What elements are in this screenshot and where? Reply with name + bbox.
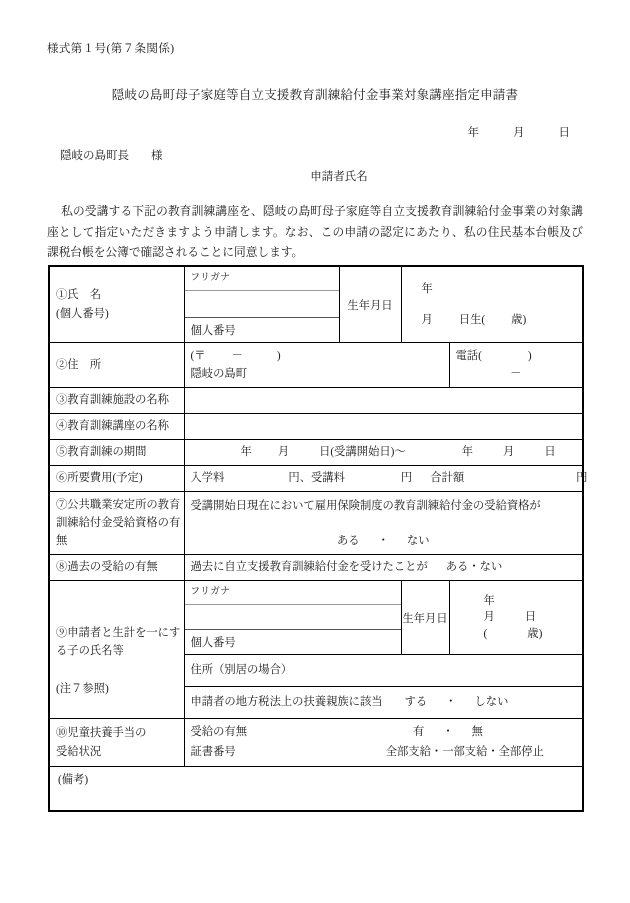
row10-receipt-cell[interactable] [184,719,583,743]
row6-yen3: 円 [576,472,588,484]
row6-label-cell [49,466,184,492]
row1-name-cell [184,266,339,343]
row1-mynumber-label: 個人番号 [185,317,339,342]
row9-dob-month: 月 [483,611,495,624]
row9-address-label: 住所（別居の場合） [190,664,293,676]
row7-text: 受講開始日現在において雇用保険制度の教育訓練給付金の受給資格が [190,499,541,512]
row9-label-line1: ⑨申請者と生計を一にす [56,626,181,639]
row9-dob-day: 日 [524,611,537,624]
row5-start-month: 月 [277,446,290,458]
row2-postal-dash: － [231,350,243,362]
row1-dob-label: 生年月日 [347,299,393,312]
row9-age-open: ( [483,627,488,640]
row9-address-cell[interactable] [184,655,583,687]
row5-end-month: 月 [503,446,515,458]
row10-label-line2: 受給状況 [56,746,102,758]
row9-note: (注７参照) [56,682,109,695]
row9-furigana-label: フリガナ [185,581,401,605]
table-row [49,388,583,414]
row7-choice-separator: ・ [377,534,389,547]
row8-choices[interactable]: ある・ない [445,561,503,573]
addressee [60,147,163,163]
row1-furigana-label: フリガナ [185,267,339,291]
row1-dob-month: 月 [421,313,433,326]
row2-postal-close: ) [276,350,281,362]
table-row [49,343,583,388]
table-row [49,767,583,812]
row7-label-cell [49,492,184,555]
row5-label: ⑤教育訓練の期間 [56,446,147,458]
row7-choice-yes[interactable]: ある [336,534,360,547]
date-line [0,124,582,140]
date-year-label: 年 [467,127,479,139]
row1-dob-year: 年 [421,282,433,295]
row9-dependent-no[interactable]: しない [474,696,509,708]
body-paragraph-text: 私の受講する下記の教育訓練講座を、隠岐の島町母子家庭等自立支援教育訓練給付金事業の対象講座として指定いただきますよう申請します。なお、この申請の認定にあたり、私の住民基本台帳及び課税台帳を公簿で確認されることに同意します。 [47,205,583,259]
row10-label-cell [49,719,184,767]
row9-dependent-yes[interactable]: する [404,696,428,708]
row7-content-cell[interactable] [184,492,583,555]
row6-cost-cell[interactable] [184,466,588,492]
date-day-label: 日 [558,127,570,139]
date-month-label: 月 [513,127,525,139]
row8-text: 過去に自立支援教育訓練給付金を受けたことが [190,561,428,573]
row5-end-day: 日 [544,446,556,458]
row9-dependent-separator: ・ [445,696,457,708]
row2-tel-label: 電話( [455,350,482,362]
row10-receipt-separator: ・ [442,725,454,738]
table-row [49,266,583,343]
row10-receipt-no[interactable]: 無 [471,725,483,738]
row10-receipt-yes[interactable]: 有 [413,725,425,738]
table-row [49,492,583,555]
row5-start-day: 日(受講開始日)～ [319,446,406,458]
row2-tel-dash: － [510,368,522,380]
remarks-label: (備考) [58,774,89,786]
row8-content-cell[interactable] [184,555,583,581]
row7-label-line2: 訓練給付金受給資格の有 [56,517,181,529]
row1-dob-value-cell[interactable] [401,266,583,343]
row7-choice-no[interactable]: ない [406,534,430,547]
remarks-cell[interactable] [49,767,583,812]
row9-dob-value-cell[interactable] [449,581,583,655]
row3-value [185,392,583,410]
row10-payment-status[interactable]: 全部支給・一部支給・全部停止 [385,746,544,759]
row2-address-cell[interactable] [184,343,449,388]
row10-certificate-label: 証書番号 [190,746,236,759]
row9-child-name-input[interactable] [185,605,401,629]
table-row [49,466,583,492]
row9-label-line2: る子の氏名等 [56,644,124,657]
row1-label-line2: (個人番号) [56,307,109,320]
row4-value [185,418,583,436]
row2-tel-close: ) [527,350,532,362]
table-row [49,555,583,581]
addressee-name: 隠岐の島町長 [60,150,129,162]
row9-dependent-text: 申請者の地方税法上の扶養親族に該当 [190,696,383,708]
row3-label-cell [49,388,184,414]
page-title: 隠岐の島町母子家庭等自立支援教育訓練給付金事業対象講座指定申請書 [111,88,519,102]
row6-total-label: 合計額 [430,472,465,484]
table-row [49,414,583,440]
row2-postal-open: (〒 [190,350,206,362]
addressee-honorific: 様 [151,150,163,162]
row5-end-year: 年 [461,446,474,458]
row10-certificate-cell[interactable] [184,743,583,767]
row9-dob-label: 生年月日 [402,612,448,625]
table-row [49,719,583,743]
row5-start-year: 年 [240,446,252,458]
applicant-name-label: 申請者氏名 [310,171,368,183]
application-form-table [48,265,588,812]
row1-name-input[interactable] [185,291,339,317]
row1-dob-age: 歳) [511,313,527,326]
row6-entrance-fee-label: 入学料 [190,472,225,484]
row8-label: ⑧過去の受給の有無 [56,561,158,573]
row4-value-cell[interactable] [184,414,583,440]
row4-label-cell [49,414,184,440]
form-number: 様式第１号(第７条関係) [47,43,175,55]
table-row [49,440,583,466]
row1-label-line1: ①氏 名 [56,288,102,301]
row9-label-cell [49,581,184,719]
row2-label-cell [49,343,184,388]
row9-child-name-cell [184,581,401,655]
row9-dependent-cell[interactable] [184,687,583,719]
row6-yen1: 円、受講料 [288,472,345,484]
body-paragraph [47,202,583,264]
row1-label-cell [49,266,184,343]
row9-age-close: 歳) [527,627,543,640]
row9-dob-year: 年 [483,594,495,607]
row1-dob-label-cell [339,266,401,343]
row2-town: 隠岐の島町 [190,368,247,380]
row6-label: ⑥所要費用(予定) [56,472,143,484]
row2-label: ②住 所 [56,358,102,371]
row3-label: ③教育訓練施設の名称 [56,394,169,406]
row7-label-line1: ⑦公共職業安定所の教育 [56,499,181,511]
row6-yen2: 円 [400,472,413,484]
row1-dob-day-born: 日生( [458,313,486,326]
row9-dob-label-cell [401,581,449,655]
row9-mynumber-label: 個人番号 [185,629,401,654]
row4-label: ④教育訓練講座の名称 [56,420,169,432]
row8-label-cell [49,555,184,581]
row10-label-line1: ⑩児童扶養手当の [56,727,147,739]
row10-receipt-label: 受給の有無 [190,725,247,738]
table-row [49,581,583,655]
row5-label-cell [49,440,184,466]
row7-label-line3: 無 [56,535,68,547]
row3-value-cell[interactable] [184,388,583,414]
row2-tel-cell[interactable] [449,343,583,388]
row5-period-cell[interactable] [184,440,583,466]
